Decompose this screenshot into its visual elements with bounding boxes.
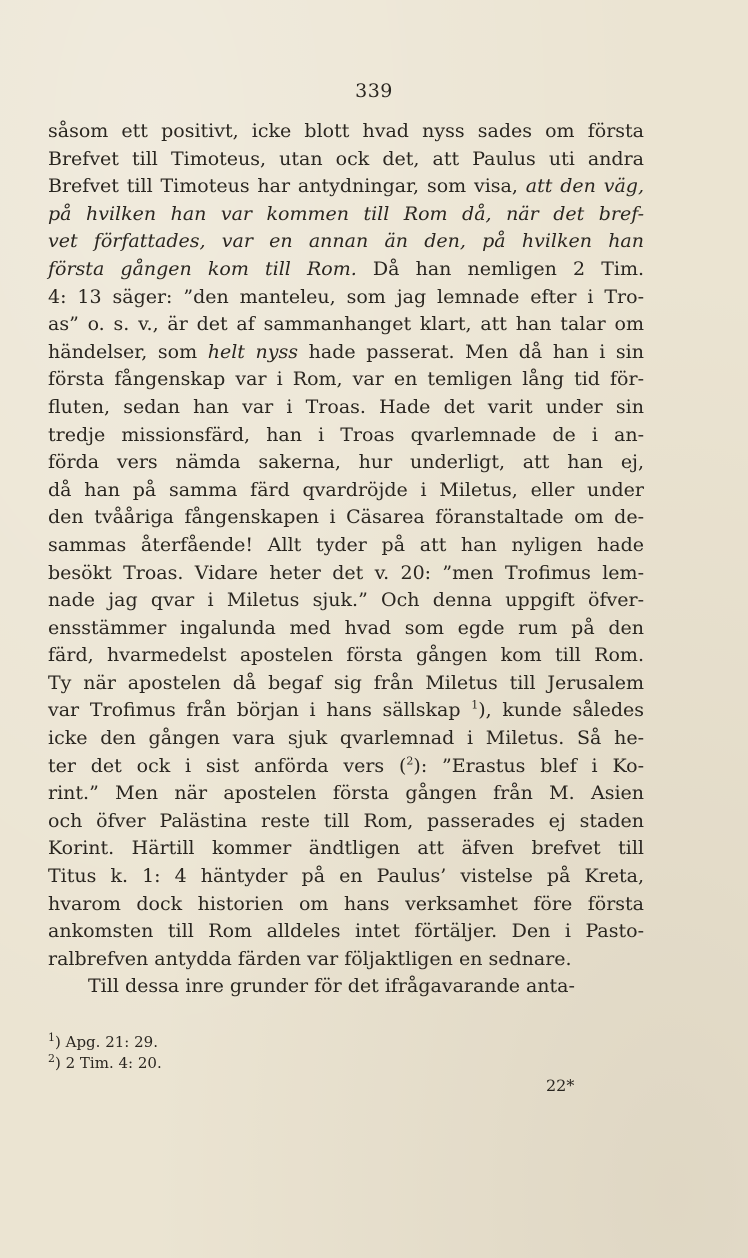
text-line-17: besökt Troas. Vidare heter det v. 20: ”men Trofimus lem- <box>48 561 644 584</box>
text-line-11: fluten, sedan han var i Troas. Hade det varit under sin <box>48 395 644 418</box>
text-line-27: Korint. Härtill kommer ändtligen att äfven brefvet till <box>48 837 644 860</box>
text-line-6-rest: Då han nemligen 2 Tim. <box>356 257 644 280</box>
page-number: 339 <box>355 80 393 102</box>
text-line-9 <box>48 339 644 367</box>
italic-line-5: vet författades, var en annan än den, på hvilken han <box>48 230 644 253</box>
text-line-12: tredje missionsfärd, han i Troas qvarlemnade de i an- <box>48 423 644 446</box>
text-line-32: Till dessa inre grunder för det ifrågavarande anta- <box>88 975 575 998</box>
text-line-9-start: händelser, som <box>48 340 208 363</box>
text-line-14: då han på samma färd qvardröjde i Miletus, eller under <box>48 478 644 501</box>
text-line-16: sammas återfående! Allt tyder på att han nyligen hade <box>48 533 644 556</box>
text-line-29: hvarom dock historien om hans verksamhet före första <box>48 892 644 915</box>
text-line-26: och öfver Palästina reste till Rom, passerades ej staden <box>48 809 644 832</box>
text-line-24-paren: ( <box>399 754 407 777</box>
text-line-31: ralbrefven antydda färden var följaktligen en sednare. <box>48 947 572 970</box>
text-line-10: första fångenskap var i Rom, var en temligen lång tid för- <box>48 368 644 391</box>
italic-line-4: på hvilken han var kommen till Rom då, när det bref- <box>48 202 644 225</box>
text-line-9-rest: hade passerat. Men då han i sin <box>298 340 644 363</box>
footnote-1 <box>48 1032 448 1053</box>
footnote-2 <box>48 1053 448 1074</box>
text-line-13: förda vers nämda sakerna, hur underligt, att han ej, <box>48 451 644 474</box>
text-line-3 <box>48 173 644 201</box>
italic-line-6: första gången kom till Rom. <box>48 257 357 280</box>
signature-mark: 22* <box>546 1076 575 1095</box>
footnote-2-mark: 2 <box>48 1052 55 1065</box>
text-line-7: 4: 13 säger: ”den manteleu, som jag lemnade efter i Tro- <box>48 285 644 308</box>
text-line-19: ensstämmer ingalunda med hvad som egde rum på den <box>48 616 644 639</box>
footnote-1-text: ) Apg. 21: 29. <box>55 1033 158 1051</box>
footnote-ref-2: 2 <box>406 754 414 768</box>
text-line-25: rint.” Men när apostelen första gången från M. Asien <box>48 782 644 805</box>
italic-phrase-helt-nyss: helt nyss <box>207 340 299 363</box>
footnotes <box>48 1032 448 1074</box>
text-line-28: Titus k. 1: 4 häntyder på en Paulus’ vistelse på Kreta, <box>48 865 644 888</box>
text-line-20: färd, hvarmedelst apostelen första gången kom till Rom. <box>48 644 644 667</box>
text-line-4 <box>48 201 644 229</box>
footnote-2-text: ) 2 Tim. 4: 20. <box>55 1054 162 1072</box>
text-line-3-start: Brefvet till Timoteus har antydningar, som visa, <box>48 175 526 198</box>
text-line-22 <box>48 697 644 725</box>
text-line-2: Brefvet till Timoteus, utan ock det, att Paulus uti andra <box>48 147 644 170</box>
italic-phrase-att-den-vag: att den väg, <box>525 175 644 198</box>
text-line-24-start: ter det ock i sist anförda vers <box>48 754 399 777</box>
text-line-22-rest: ), kunde således <box>478 699 645 722</box>
text-line-24-rest: ): ”Erastus blef i Ko- <box>413 754 644 777</box>
text-line-6 <box>48 256 644 284</box>
text-line-30: ankomsten till Rom alldeles intet förtäljer. Den i Pasto- <box>48 920 644 943</box>
text-line-15: den tvååriga fångenskapen i Cäsarea föranstaltade om de- <box>48 506 644 529</box>
footnote-ref-1: 1 <box>471 699 479 713</box>
text-line-24 <box>48 753 644 781</box>
text-line-5 <box>48 228 644 256</box>
text-line-1: såsom ett positivt, icke blott hvad nyss sades om första <box>48 120 644 142</box>
text-line-18: nade jag qvar i Miletus sjuk.” Och denna uppgift öfver- <box>48 589 644 612</box>
body-text <box>48 118 644 1001</box>
text-line-21: Ty när apostelen då begaf sig från Miletus till Jerusalem <box>48 671 644 694</box>
text-line-22-start: var Trofimus från början i hans sällskap <box>48 699 472 722</box>
text-line-23: icke den gången vara sjuk qvarlemnad i Miletus. Så he- <box>48 727 644 750</box>
text-line-8: as” o. s. v., är det af sammanhanget klart, att han talar om <box>48 313 644 336</box>
footnote-1-mark: 1 <box>48 1031 55 1044</box>
